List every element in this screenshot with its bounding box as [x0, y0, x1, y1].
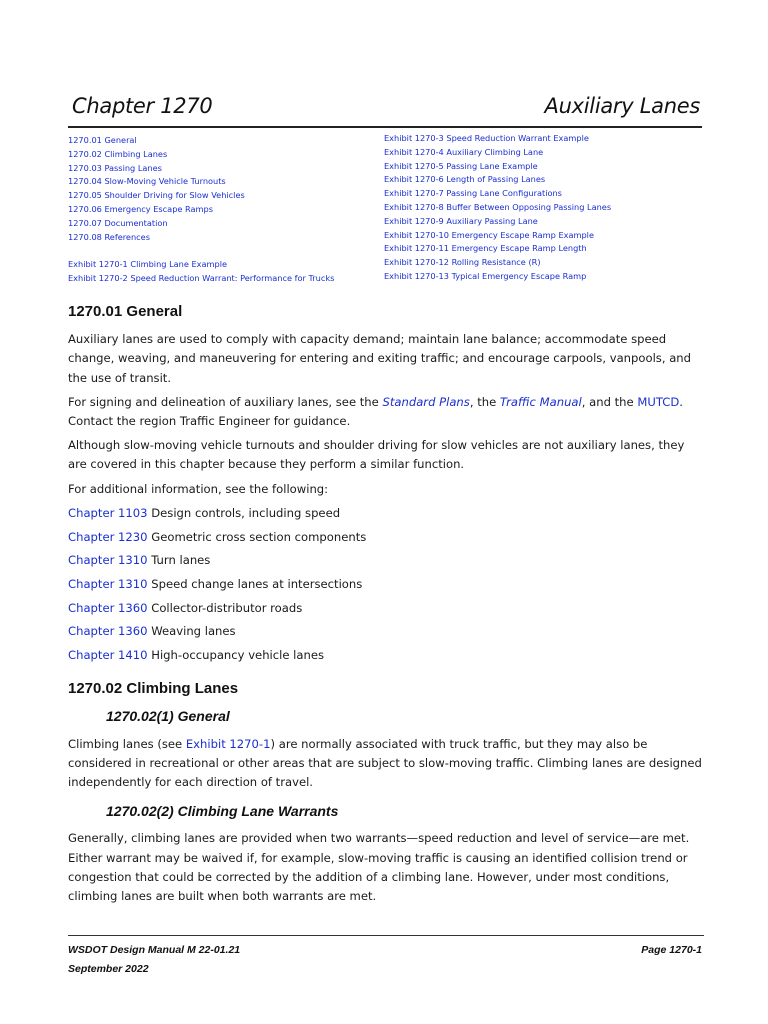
toc-exhibit-link[interactable]: Exhibit 1270-8 Buffer Between Opposing Passing Lanes: [384, 201, 612, 212]
reference-text: Collector-distributor roads: [147, 600, 303, 615]
toc-link[interactable]: 1270.05 Shoulder Driving for Slow Vehicles: [68, 190, 245, 201]
reference-item: [68, 504, 704, 523]
chapter-link[interactable]: Chapter 1310: [68, 553, 148, 568]
chapter-link[interactable]: Chapter 1230: [68, 529, 148, 544]
toc-exhibit-link[interactable]: Exhibit 1270-13 Typical Emergency Escape Ramp: [384, 270, 587, 281]
toc-exhibit-link[interactable]: Exhibit 1270-1 Climbing Lane Example: [68, 259, 228, 270]
paragraph: [68, 393, 704, 431]
paragraph: For additional information, see the following:: [68, 481, 329, 496]
subsection-heading: 1270.02(2) Climbing Lane Warrants: [106, 803, 339, 820]
toc-exhibit-link[interactable]: Exhibit 1270-9 Auxiliary Passing Lane: [384, 215, 538, 226]
section-title: Climbing Lanes: [126, 680, 239, 698]
toc-exhibit-link[interactable]: Exhibit 1270-6 Length of Passing Lanes: [384, 174, 546, 185]
paragraph: Generally, climbing lanes are provided when two warrants—speed reduction and level of service—are met. Either warrant may be waived if, for example, slow-moving traffic is causing an identified collision trend or congestion that could be corrected by the addition of a climbing lane. However, under most conditions, climbing lanes are built when both warrants are met.: [68, 831, 690, 904]
reference-text: High-occupancy vehicle lanes: [147, 648, 325, 663]
paragraph: [68, 735, 704, 793]
paragraph: Auxiliary lanes are used to comply with capacity demand; maintain lane balance; accommodate speed change, weaving, and maneuvering for entering and exiting traffic; and encourage carpools, vanpools, and the use of transit.: [68, 332, 692, 385]
reference-item: [68, 528, 704, 547]
toc-link[interactable]: 1270.03 Passing Lanes: [68, 162, 162, 173]
toc-link[interactable]: 1270.06 Emergency Escape Ramps: [68, 203, 213, 214]
subsection-heading: 1270.02(1) General: [106, 708, 230, 725]
reference-text: Weaving lanes: [147, 624, 236, 639]
reference-item: [68, 622, 704, 641]
toc-exhibit-link[interactable]: Exhibit 1270-7 Passing Lane Configurations: [384, 188, 562, 199]
section-number: 1270.02: [68, 680, 123, 698]
chapter-link[interactable]: Chapter 1310: [68, 576, 148, 591]
toc-link[interactable]: 1270.07 Documentation: [68, 217, 168, 228]
mutcd-link[interactable]: MUTCD: [637, 394, 680, 409]
section-title: General: [126, 303, 183, 320]
chapter-title: Auxiliary Lanes: [544, 94, 700, 118]
toc-link[interactable]: 1270.01 General: [68, 135, 137, 145]
text: Climbing lanes (see: [68, 736, 186, 751]
toc-link[interactable]: 1270.02 Climbing Lanes: [68, 148, 168, 159]
toc-exhibit-link[interactable]: Exhibit 1270-10 Emergency Escape Ramp Example: [384, 229, 594, 240]
footer-date: September 2022: [68, 963, 149, 975]
toc-exhibit-link[interactable]: Exhibit 1270-12 Rolling Resistance (R): [384, 257, 541, 268]
toc-exhibit-link[interactable]: Exhibit 1270-11 Emergency Escape Ramp Length: [384, 243, 587, 254]
text: . Contact the region Traffic Engineer for guidance.: [68, 394, 683, 429]
standard-plans-link[interactable]: Standard Plans: [382, 394, 470, 409]
reference-text: Geometric cross section components: [147, 529, 367, 544]
chapter-link[interactable]: Chapter 1360: [68, 600, 148, 615]
exhibit-link[interactable]: Exhibit 1270-1: [185, 736, 271, 751]
toc-link[interactable]: 1270.04 Slow-Moving Vehicle Turnouts: [68, 176, 226, 187]
main-content: [68, 302, 704, 911]
section-heading-climbing-lanes: [68, 679, 704, 698]
footer-page-number: Page 1270-1: [641, 944, 702, 956]
text: , the: [469, 394, 500, 409]
paragraph: Although slow-moving vehicle turnouts and shoulder driving for slow vehicles are not auxiliary lanes, they are covered in this chapter because they perform a similar function.: [68, 438, 685, 472]
reference-item: [68, 599, 704, 618]
chapter-link[interactable]: Chapter 1103: [68, 505, 148, 520]
reference-item: [68, 575, 704, 594]
toc-right: [384, 132, 714, 284]
section-number: 1270.01: [68, 303, 123, 320]
toc-exhibit-link[interactable]: Exhibit 1270-2 Speed Reduction Warrant: Performance for Trucks: [68, 272, 335, 283]
reference-text: Turn lanes: [147, 553, 211, 568]
toc-link[interactable]: 1270.08 References: [68, 231, 150, 242]
chapter-link[interactable]: Chapter 1360: [68, 624, 148, 639]
page-footer: [68, 935, 704, 936]
traffic-manual-link[interactable]: Traffic Manual: [499, 394, 582, 409]
chapter-number: Chapter 1270: [72, 94, 213, 118]
reference-text: Design controls, including speed: [147, 505, 341, 520]
reference-item: [68, 646, 704, 665]
text: , and the: [581, 394, 638, 409]
reference-item: [68, 551, 704, 570]
text: ) are normally associated with truck traffic, but they may also be considered in recreational or other areas that are subject to slow-moving traffic. Climbing lanes are designed independently for each direction of travel.: [68, 736, 702, 790]
text: For signing and delineation of auxiliary lanes, see the: [68, 394, 383, 409]
section-heading-general: [68, 302, 704, 321]
toc-exhibit-link[interactable]: Exhibit 1270-3 Speed Reduction Warrant Example: [384, 133, 589, 143]
chapter-link[interactable]: Chapter 1410: [68, 648, 148, 663]
toc-exhibit-link[interactable]: Exhibit 1270-5 Passing Lane Example: [384, 160, 538, 171]
toc-left: [68, 134, 368, 286]
footer-manual: WSDOT Design Manual M 22-01.21: [68, 944, 241, 956]
reference-text: Speed change lanes at intersections: [147, 576, 363, 591]
toc-exhibit-link[interactable]: Exhibit 1270-4 Auxiliary Climbing Lane: [384, 146, 544, 157]
toc-spacer: [68, 244, 368, 258]
chapter-header: [68, 92, 702, 128]
